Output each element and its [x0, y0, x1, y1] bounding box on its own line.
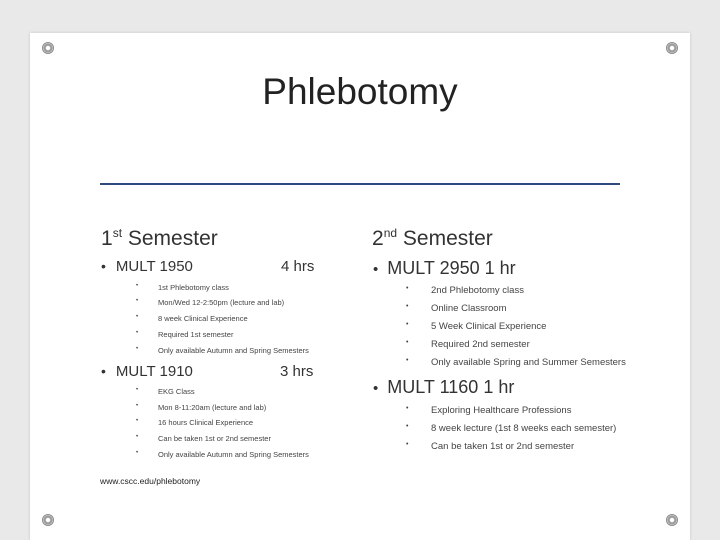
list-item-text: 1st Phlebotomy class	[158, 283, 229, 292]
pushpin-icon	[666, 42, 678, 54]
pushpin-icon	[42, 42, 54, 54]
bullet-icon: •	[136, 314, 139, 320]
list-item	[136, 387, 195, 396]
pushpin-icon	[666, 514, 678, 526]
course-hours: 3 hrs	[280, 363, 314, 380]
list-item	[136, 403, 267, 412]
bullet-icon: •	[406, 405, 409, 412]
list-item-text: Can be taken 1st or 2nd semester	[431, 441, 575, 452]
bullet-icon: •	[136, 283, 139, 289]
list-item	[136, 450, 309, 459]
bullet-icon: •	[136, 330, 139, 336]
list-item	[406, 321, 547, 332]
list-item	[406, 441, 575, 452]
semester-suffix: nd	[383, 226, 398, 240]
list-item	[406, 339, 530, 350]
list-item-text: EKG Class	[158, 387, 195, 396]
bullet-icon: •	[101, 363, 106, 379]
slide-title: Phlebotomy	[262, 71, 458, 112]
bullet-icon: •	[136, 298, 139, 304]
course-name: MULT 1160 1 hr	[387, 377, 515, 397]
list-item	[136, 418, 254, 427]
bullet-icon: •	[406, 285, 409, 292]
list-item	[136, 434, 271, 443]
list-item-text: Required 1st semester	[158, 330, 234, 339]
bullet-icon: •	[101, 258, 106, 274]
list-item	[136, 314, 248, 323]
course-name: MULT 2950 1 hr	[387, 258, 516, 278]
list-item-text: Only available Autumn and Spring Semesters	[158, 346, 309, 355]
pushpin-icon	[42, 514, 54, 526]
list-item-text: 8 week lecture (1st 8 weeks each semester)	[431, 423, 617, 434]
course-heading	[101, 258, 193, 275]
course-heading	[373, 377, 514, 398]
semester-number: 1	[101, 227, 113, 250]
list-item	[136, 283, 229, 292]
bullet-icon: •	[136, 387, 139, 393]
list-item	[406, 423, 617, 434]
list-item	[406, 303, 507, 314]
bullet-icon: •	[406, 339, 409, 346]
bullet-icon: •	[136, 418, 139, 424]
semester-heading-left	[101, 226, 218, 251]
list-item-text: Only available Autumn and Spring Semesters	[158, 450, 309, 459]
semester-number: 2	[372, 227, 384, 250]
bullet-icon: •	[373, 261, 379, 278]
bullet-icon: •	[406, 441, 409, 448]
list-item	[136, 298, 285, 307]
list-item	[136, 346, 309, 355]
list-item-text: Mon 8-11:20am (lecture and lab)	[158, 403, 267, 412]
bullet-icon: •	[373, 380, 379, 397]
bullet-icon: •	[406, 303, 409, 310]
course-heading	[101, 363, 193, 380]
course-name: MULT 1950	[115, 258, 193, 275]
bullet-icon: •	[136, 434, 139, 440]
bullet-icon: •	[136, 450, 139, 456]
list-item	[136, 330, 234, 339]
list-item-text: 5 Week Clinical Experience	[431, 321, 547, 332]
list-item-text: Mon/Wed 12-2:50pm (lecture and lab)	[158, 298, 285, 307]
bullet-icon: •	[136, 346, 139, 352]
semester-word: Semester	[402, 227, 493, 250]
list-item-text: Only available Spring and Summer Semesters	[431, 357, 626, 368]
list-item-text: Exploring Healthcare Professions	[431, 405, 572, 416]
list-item-text: Online Classroom	[431, 303, 507, 314]
course-heading	[373, 258, 516, 279]
list-item-text: Can be taken 1st or 2nd semester	[158, 434, 271, 443]
semester-heading-right	[372, 226, 493, 251]
bullet-icon: •	[406, 423, 409, 430]
list-item	[406, 405, 572, 416]
bullet-icon: •	[136, 403, 139, 409]
list-item	[406, 285, 524, 296]
bullet-icon: •	[406, 321, 409, 328]
list-item-text: 16 hours Clinical Experience	[158, 418, 254, 427]
list-item-text: Required 2nd semester	[431, 339, 530, 350]
list-item	[406, 357, 626, 368]
list-item-text: 2nd Phlebotomy class	[431, 285, 524, 296]
website-link[interactable]: www.cscc.edu/phlebotomy	[100, 476, 201, 486]
title-divider	[100, 183, 620, 185]
course-name: MULT 1910	[115, 363, 193, 380]
course-hours: 4 hrs	[281, 258, 315, 275]
bullet-icon: •	[406, 357, 409, 364]
semester-suffix: st	[112, 226, 123, 240]
list-item-text: 8 week Clinical Experience	[158, 314, 248, 323]
semester-word: Semester	[127, 227, 218, 250]
